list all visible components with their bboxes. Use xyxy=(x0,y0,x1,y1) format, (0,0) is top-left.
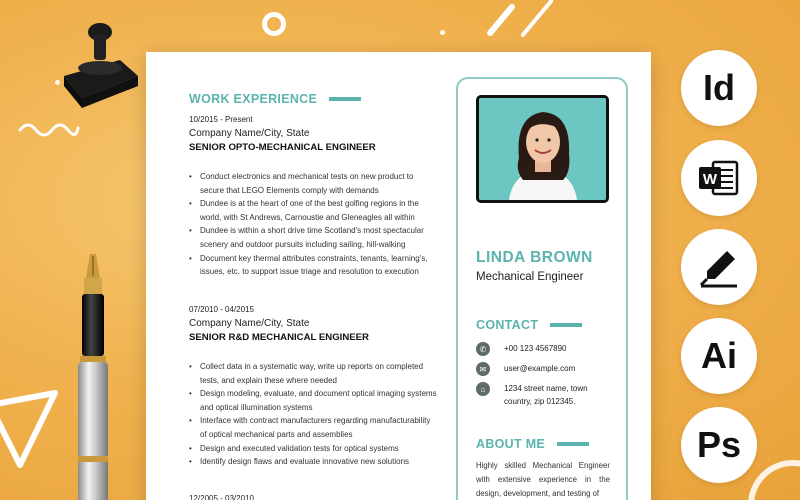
profile-sidebar xyxy=(456,77,628,500)
job-company: Company Name/City, State xyxy=(189,318,310,329)
email-text: user@example.com xyxy=(504,364,576,373)
heading-accent-bar xyxy=(329,97,361,101)
phone-icon: ✆ xyxy=(476,342,490,356)
profile-title: Mechanical Engineer xyxy=(476,271,584,283)
job-bullet: • Identify design flaws and evaluate innovative new solutions xyxy=(189,455,439,469)
job-bullet: • Design and executed validation tests for optical systems xyxy=(189,442,439,456)
home-icon: ⌂ xyxy=(476,382,490,396)
pen-tool-icon xyxy=(697,245,741,289)
address-text: 1234 street name, town country, zip 012345. xyxy=(504,384,588,406)
contact-address xyxy=(476,382,606,408)
fountain-pen-icon xyxy=(70,250,120,500)
indesign-label: Id xyxy=(703,67,735,108)
decor-triangle-icon xyxy=(0,385,70,475)
photoshop-label: Ps xyxy=(696,424,742,465)
contact-heading-text: CONTACT xyxy=(476,318,539,332)
job-bullet: • Collect data in a systematic way, write up reports on completed tests, and explain these where needed xyxy=(189,360,439,387)
svg-text:W: W xyxy=(702,171,718,188)
job-bullets xyxy=(189,360,439,469)
about-text: Highly skilled Mechanical Engineer with extensive experience in the design, development, and testing of xyxy=(476,461,610,498)
decor-wave-icon xyxy=(18,118,80,138)
job-entry xyxy=(189,115,439,279)
photoshop-app-icon xyxy=(681,407,757,483)
work-experience-heading xyxy=(189,92,361,106)
decor-slash xyxy=(486,3,516,37)
job-bullet: • Design modeling, evaluate, and document optical imaging systems and optical illumination systems xyxy=(189,387,439,414)
heading-accent-bar xyxy=(550,323,582,327)
job-entry xyxy=(189,305,439,469)
illustrator-app-icon xyxy=(681,318,757,394)
job-company: Company Name/City, State xyxy=(189,128,310,139)
decor-ring xyxy=(748,460,800,500)
job-bullet: • Document key thermal attributes constraints, tenants, learning's, issues, etc. to support issue triage and resolution to execution xyxy=(189,252,439,279)
job-entry xyxy=(189,494,439,500)
resume-page xyxy=(146,52,651,500)
indesign-app-icon xyxy=(681,50,757,126)
pen-tool-app-icon xyxy=(681,229,757,305)
avatar-icon xyxy=(479,98,606,200)
about-heading-text: ABOUT ME xyxy=(476,437,546,451)
profile-photo xyxy=(476,95,609,203)
job-date: 12/2005 - 03/2010 xyxy=(189,494,254,500)
contact-heading xyxy=(476,318,582,332)
job-bullet: • Dundee is within a short drive time Scotland's most spectacular scenery and outdoor pursuits including sailing, hill-walking xyxy=(189,224,439,251)
job-bullet: • Conduct electronics and mechanical tests on new product to secure that LEGO Elements comply with demands xyxy=(189,170,439,197)
heading-accent-bar xyxy=(557,442,589,446)
job-role: SENIOR OPTO-MECHANICAL ENGINEER xyxy=(189,142,376,153)
decor-dot xyxy=(440,30,445,35)
contact-phone xyxy=(476,342,567,356)
decor-slash xyxy=(520,0,554,38)
email-icon: ✉ xyxy=(476,362,490,376)
phone-text: +00 123 4567890 xyxy=(504,344,567,353)
work-experience-heading-text: WORK EXPERIENCE xyxy=(189,92,318,106)
job-bullet: • Interface with contract manufacturers regarding manufacturability of optical mechanical parts and assemblies xyxy=(189,414,439,441)
stamp-icon xyxy=(60,20,150,115)
word-app-icon xyxy=(681,140,757,216)
about-heading xyxy=(476,437,589,451)
job-role: SENIOR R&D MECHANICAL ENGINEER xyxy=(189,332,369,343)
job-bullets xyxy=(189,170,439,279)
illustrator-label: Ai xyxy=(701,335,737,376)
job-bullet: • Dundee is at the heart of one of the best golfing regions in the world, with St Andrews, Carnoustie and Gleneagles all within xyxy=(189,197,439,224)
job-date: 10/2015 - Present xyxy=(189,115,253,124)
job-date: 07/2010 - 04/2015 xyxy=(189,305,254,314)
profile-name: LINDA BROWN xyxy=(476,249,593,266)
contact-email xyxy=(476,362,575,376)
decor-ring xyxy=(262,12,286,36)
word-icon xyxy=(697,158,741,198)
